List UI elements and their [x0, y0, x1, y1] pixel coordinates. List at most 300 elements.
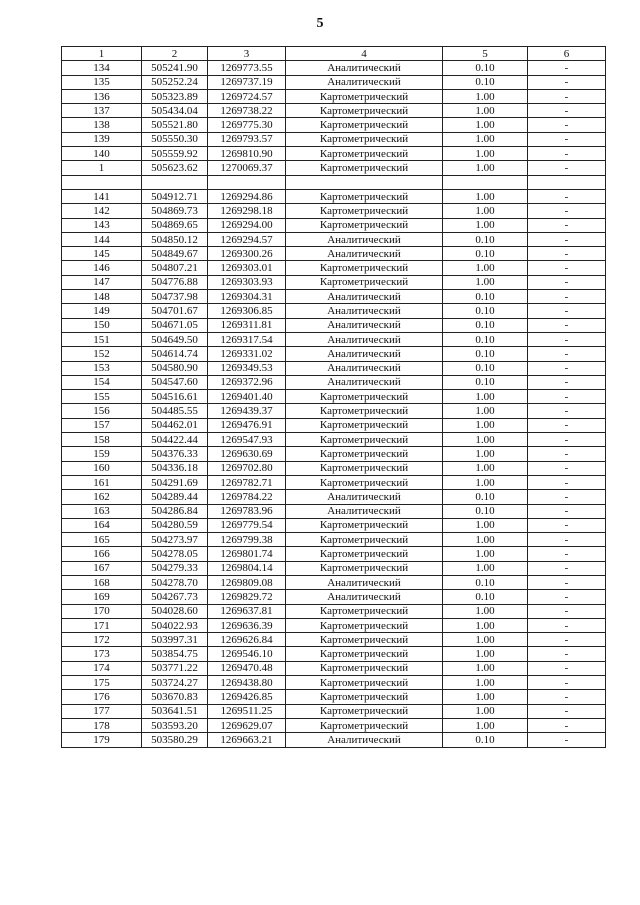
table-cell: Картометрический: [286, 633, 443, 647]
table-cell: -: [528, 104, 606, 118]
table-cell: 1.00: [443, 189, 528, 203]
table-cell: 504485.55: [142, 404, 208, 418]
table-row: [62, 647, 606, 661]
table-cell: Аналитический: [286, 290, 443, 304]
table-row: [62, 347, 606, 361]
table-cell: Картометрический: [286, 418, 443, 432]
table-cell: 0.10: [443, 61, 528, 75]
table-row: [62, 704, 606, 718]
table-row: [62, 504, 606, 518]
table-cell: 1269637.81: [208, 604, 286, 618]
table-cell: Аналитический: [286, 232, 443, 246]
table-cell: -: [528, 447, 606, 461]
empty-cell: [142, 175, 208, 189]
table-cell: Картометрический: [286, 704, 443, 718]
table-cell: Аналитический: [286, 733, 443, 747]
table-cell: -: [528, 247, 606, 261]
table-cell: Картометрический: [286, 104, 443, 118]
table-cell: 504580.90: [142, 361, 208, 375]
table-row: [62, 561, 606, 575]
table-cell: 160: [62, 461, 142, 475]
table-cell: 1.00: [443, 661, 528, 675]
table-cell: 1.00: [443, 275, 528, 289]
table-cell: 173: [62, 647, 142, 661]
table-cell: 0.10: [443, 247, 528, 261]
table-cell: 1.00: [443, 618, 528, 632]
table-cell: 142: [62, 204, 142, 218]
table-cell: 1.00: [443, 676, 528, 690]
table-row: [62, 132, 606, 146]
table-cell: 1269783.96: [208, 504, 286, 518]
empty-cell: [528, 175, 606, 189]
table-cell: 504776.88: [142, 275, 208, 289]
table-cell: 134: [62, 61, 142, 75]
table-row: [62, 89, 606, 103]
table-cell: 174: [62, 661, 142, 675]
table-cell: 162: [62, 490, 142, 504]
table-cell: 168: [62, 575, 142, 589]
table-row: [62, 332, 606, 346]
table-cell: 1269626.84: [208, 633, 286, 647]
table-cell: 504278.05: [142, 547, 208, 561]
table-cell: Картометрический: [286, 390, 443, 404]
table-cell: 1.00: [443, 561, 528, 575]
table-cell: 1.00: [443, 104, 528, 118]
table-cell: 504849.67: [142, 247, 208, 261]
table-cell: 1269438.80: [208, 676, 286, 690]
table-cell: 148: [62, 290, 142, 304]
table-row: [62, 676, 606, 690]
table-cell: 1269511.25: [208, 704, 286, 718]
table-cell: 1269724.57: [208, 89, 286, 103]
table-cell: 1269630.69: [208, 447, 286, 461]
table-cell: 1269804.14: [208, 561, 286, 575]
table-cell: 504280.59: [142, 518, 208, 532]
header-cell: 5: [443, 47, 528, 61]
table-row: [62, 275, 606, 289]
table-cell: -: [528, 533, 606, 547]
table-cell: 1: [62, 161, 142, 175]
table-row: [62, 490, 606, 504]
table-cell: 1269784.22: [208, 490, 286, 504]
table-cell: 0.10: [443, 75, 528, 89]
table-cell: -: [528, 290, 606, 304]
table-cell: 0.10: [443, 575, 528, 589]
table-cell: Аналитический: [286, 375, 443, 389]
table-cell: 135: [62, 75, 142, 89]
table-cell: 1269810.90: [208, 147, 286, 161]
table-cell: 0.10: [443, 347, 528, 361]
table-cell: -: [528, 475, 606, 489]
table-cell: 1269779.54: [208, 518, 286, 532]
table-row: [62, 261, 606, 275]
table-row: [62, 461, 606, 475]
table-cell: -: [528, 161, 606, 175]
table-cell: 1.00: [443, 647, 528, 661]
table-cell: Аналитический: [286, 61, 443, 75]
table-cell: 1.00: [443, 518, 528, 532]
table-cell: -: [528, 418, 606, 432]
table-cell: -: [528, 189, 606, 203]
table-cell: 504912.71: [142, 189, 208, 203]
table-cell: 152: [62, 347, 142, 361]
table-cell: 170: [62, 604, 142, 618]
table-cell: 1.00: [443, 89, 528, 103]
table-cell: 504273.97: [142, 533, 208, 547]
table-cell: 1.00: [443, 418, 528, 432]
table-cell: Аналитический: [286, 332, 443, 346]
table-cell: Картометрический: [286, 661, 443, 675]
table-row: [62, 404, 606, 418]
table-cell: -: [528, 404, 606, 418]
table-row: [62, 433, 606, 447]
table-cell: 139: [62, 132, 142, 146]
table-cell: 503593.20: [142, 718, 208, 732]
table-cell: -: [528, 147, 606, 161]
table-cell: 505434.04: [142, 104, 208, 118]
table-header: [62, 47, 606, 61]
table-cell: Картометрический: [286, 118, 443, 132]
table-cell: 503641.51: [142, 704, 208, 718]
table-cell: 141: [62, 189, 142, 203]
table-cell: 155: [62, 390, 142, 404]
table-cell: 140: [62, 147, 142, 161]
table-cell: 1.00: [443, 218, 528, 232]
table-cell: -: [528, 633, 606, 647]
table-cell: 171: [62, 618, 142, 632]
table-cell: Аналитический: [286, 490, 443, 504]
table-cell: 1.00: [443, 533, 528, 547]
header-cell: 4: [286, 47, 443, 61]
table-cell: 505241.90: [142, 61, 208, 75]
table-cell: Аналитический: [286, 247, 443, 261]
table-cell: 1.00: [443, 690, 528, 704]
coordinates-table: [61, 46, 606, 748]
table-cell: 175: [62, 676, 142, 690]
table-cell: -: [528, 504, 606, 518]
table-cell: 0.10: [443, 590, 528, 604]
table-cell: Аналитический: [286, 575, 443, 589]
table-cell: 169: [62, 590, 142, 604]
table-cell: -: [528, 375, 606, 389]
table-cell: 505252.24: [142, 75, 208, 89]
table-cell: -: [528, 218, 606, 232]
table-cell: 0.10: [443, 332, 528, 346]
table-cell: -: [528, 461, 606, 475]
table-cell: Картометрический: [286, 475, 443, 489]
table-cell: -: [528, 590, 606, 604]
table-cell: 1.00: [443, 390, 528, 404]
table-cell: 164: [62, 518, 142, 532]
table-cell: Картометрический: [286, 461, 443, 475]
table-cell: 150: [62, 318, 142, 332]
table-row: [62, 61, 606, 75]
table-cell: 504869.73: [142, 204, 208, 218]
table-cell: 504462.01: [142, 418, 208, 432]
table-cell: -: [528, 390, 606, 404]
table-cell: 1269738.22: [208, 104, 286, 118]
table-cell: 1269401.40: [208, 390, 286, 404]
table-cell: 1269306.85: [208, 304, 286, 318]
table-row: [62, 375, 606, 389]
table-cell: Картометрический: [286, 618, 443, 632]
table-cell: -: [528, 647, 606, 661]
table-cell: 0.10: [443, 361, 528, 375]
table-cell: 1269773.55: [208, 61, 286, 75]
table-row: [62, 661, 606, 675]
table-cell: 1269775.30: [208, 118, 286, 132]
table-cell: 1269294.86: [208, 189, 286, 203]
table-cell: -: [528, 118, 606, 132]
table-cell: 1.00: [443, 161, 528, 175]
table-cell: 138: [62, 118, 142, 132]
table-cell: 1269426.85: [208, 690, 286, 704]
table-row: [62, 161, 606, 175]
table-cell: -: [528, 89, 606, 103]
table-row: [62, 447, 606, 461]
table-cell: 1269546.10: [208, 647, 286, 661]
table-body: [62, 61, 606, 747]
table-cell: 1.00: [443, 547, 528, 561]
table-cell: 1.00: [443, 147, 528, 161]
table-cell: -: [528, 204, 606, 218]
table-cell: 1269636.39: [208, 618, 286, 632]
table-cell: -: [528, 490, 606, 504]
table-cell: 151: [62, 332, 142, 346]
table-cell: 504291.69: [142, 475, 208, 489]
table-cell: 1269809.08: [208, 575, 286, 589]
table-cell: -: [528, 518, 606, 532]
table-cell: 157: [62, 418, 142, 432]
table-cell: Картометрический: [286, 161, 443, 175]
table-cell: Картометрический: [286, 89, 443, 103]
table-row: [62, 604, 606, 618]
table-cell: 504516.61: [142, 390, 208, 404]
table-cell: -: [528, 704, 606, 718]
table-cell: 1269294.00: [208, 218, 286, 232]
table-cell: -: [528, 361, 606, 375]
table-cell: 1269737.19: [208, 75, 286, 89]
table-cell: 504278.70: [142, 575, 208, 589]
table-cell: 504022.93: [142, 618, 208, 632]
table-cell: -: [528, 690, 606, 704]
table-cell: -: [528, 275, 606, 289]
table-cell: 1270069.37: [208, 161, 286, 175]
table-cell: 1269470.48: [208, 661, 286, 675]
table-cell: 1269829.72: [208, 590, 286, 604]
table-cell: 504289.44: [142, 490, 208, 504]
table-cell: 503854.75: [142, 647, 208, 661]
table-cell: 1269311.81: [208, 318, 286, 332]
table-cell: 1.00: [443, 404, 528, 418]
table-cell: 1.00: [443, 261, 528, 275]
table-cell: Картометрический: [286, 547, 443, 561]
table-cell: 504336.18: [142, 461, 208, 475]
table-cell: Аналитический: [286, 347, 443, 361]
table-row: [62, 147, 606, 161]
table-cell: 154: [62, 375, 142, 389]
table-row: [62, 575, 606, 589]
table-row: [62, 690, 606, 704]
table-cell: 504376.33: [142, 447, 208, 461]
table-cell: 504028.60: [142, 604, 208, 618]
table-cell: 179: [62, 733, 142, 747]
table-cell: 1269304.31: [208, 290, 286, 304]
table-cell: 1269793.57: [208, 132, 286, 146]
table-cell: Аналитический: [286, 590, 443, 604]
table-row: [62, 733, 606, 747]
table-cell: 136: [62, 89, 142, 103]
table-cell: Аналитический: [286, 361, 443, 375]
table-cell: 153: [62, 361, 142, 375]
table-cell: 1.00: [443, 475, 528, 489]
table-cell: 172: [62, 633, 142, 647]
table-cell: 504614.74: [142, 347, 208, 361]
table-cell: 1.00: [443, 132, 528, 146]
table-cell: -: [528, 132, 606, 146]
table-cell: Аналитический: [286, 504, 443, 518]
table-cell: 1269372.96: [208, 375, 286, 389]
header-row: [62, 47, 606, 61]
table-cell: -: [528, 604, 606, 618]
table-row: [62, 232, 606, 246]
table-cell: 1269317.54: [208, 332, 286, 346]
table-cell: Картометрический: [286, 404, 443, 418]
table-cell: -: [528, 75, 606, 89]
table-cell: 504267.73: [142, 590, 208, 604]
table-cell: -: [528, 61, 606, 75]
table-cell: 504286.84: [142, 504, 208, 518]
table-row: [62, 218, 606, 232]
table-row: [62, 533, 606, 547]
table-cell: 0.10: [443, 504, 528, 518]
table-row: [62, 718, 606, 732]
table-cell: 0.10: [443, 304, 528, 318]
page-number: 5: [316, 16, 324, 31]
table-cell: Аналитический: [286, 75, 443, 89]
table-cell: 1269782.71: [208, 475, 286, 489]
table-cell: Картометрический: [286, 718, 443, 732]
table-cell: 0.10: [443, 490, 528, 504]
table-cell: 503670.83: [142, 690, 208, 704]
table-cell: 1.00: [443, 604, 528, 618]
table-cell: Аналитический: [286, 304, 443, 318]
table-cell: -: [528, 561, 606, 575]
table-cell: 503580.29: [142, 733, 208, 747]
table-cell: -: [528, 347, 606, 361]
table-cell: 143: [62, 218, 142, 232]
table-cell: 504422.44: [142, 433, 208, 447]
table-cell: -: [528, 575, 606, 589]
table-cell: 0.10: [443, 232, 528, 246]
table-cell: 503724.27: [142, 676, 208, 690]
table-cell: 144: [62, 232, 142, 246]
table-cell: -: [528, 661, 606, 675]
table-cell: Аналитический: [286, 318, 443, 332]
table-row: [62, 75, 606, 89]
table-cell: Картометрический: [286, 218, 443, 232]
table-cell: 504279.33: [142, 561, 208, 575]
table-cell: 505323.89: [142, 89, 208, 103]
header-cell: 3: [208, 47, 286, 61]
empty-cell: [62, 175, 142, 189]
table-cell: -: [528, 547, 606, 561]
table-cell: -: [528, 433, 606, 447]
table-cell: 147: [62, 275, 142, 289]
table-cell: -: [528, 618, 606, 632]
table-cell: Картометрический: [286, 647, 443, 661]
table-cell: 503997.31: [142, 633, 208, 647]
table-cell: 1269663.21: [208, 733, 286, 747]
table-cell: 1269303.93: [208, 275, 286, 289]
table-cell: -: [528, 676, 606, 690]
table-cell: 504671.05: [142, 318, 208, 332]
table-cell: 137: [62, 104, 142, 118]
table-cell: 1269439.37: [208, 404, 286, 418]
table-cell: 1.00: [443, 718, 528, 732]
table-cell: 1.00: [443, 433, 528, 447]
table-row: [62, 104, 606, 118]
table-cell: Картометрический: [286, 533, 443, 547]
table-row: [62, 618, 606, 632]
table-cell: 156: [62, 404, 142, 418]
table-cell: 0.10: [443, 318, 528, 332]
table-cell: 504547.60: [142, 375, 208, 389]
table-row: [62, 547, 606, 561]
table-cell: Картометрический: [286, 433, 443, 447]
table-cell: 178: [62, 718, 142, 732]
table-cell: 176: [62, 690, 142, 704]
table-cell: 159: [62, 447, 142, 461]
table-cell: 505623.62: [142, 161, 208, 175]
table-cell: 158: [62, 433, 142, 447]
table-cell: 177: [62, 704, 142, 718]
table-cell: 505559.92: [142, 147, 208, 161]
table-cell: 505521.80: [142, 118, 208, 132]
table-cell: 504850.12: [142, 232, 208, 246]
table-cell: -: [528, 304, 606, 318]
table-cell: 504737.98: [142, 290, 208, 304]
separator-row: [62, 175, 606, 189]
table-cell: 1.00: [443, 204, 528, 218]
table-cell: 161: [62, 475, 142, 489]
table-cell: 1269799.38: [208, 533, 286, 547]
table-row: [62, 247, 606, 261]
table-cell: 1269629.07: [208, 718, 286, 732]
table-cell: Картометрический: [286, 676, 443, 690]
table-cell: Картометрический: [286, 261, 443, 275]
table-cell: 146: [62, 261, 142, 275]
empty-cell: [208, 175, 286, 189]
table-cell: Картометрический: [286, 189, 443, 203]
table-cell: -: [528, 318, 606, 332]
table-cell: Картометрический: [286, 604, 443, 618]
table-cell: -: [528, 733, 606, 747]
table-row: [62, 390, 606, 404]
table-row: [62, 204, 606, 218]
table-cell: 166: [62, 547, 142, 561]
table-cell: Картометрический: [286, 447, 443, 461]
table-row: [62, 189, 606, 203]
table-row: [62, 475, 606, 489]
table-cell: 504807.21: [142, 261, 208, 275]
table-cell: 0.10: [443, 733, 528, 747]
table-cell: 1269331.02: [208, 347, 286, 361]
table-cell: 1.00: [443, 118, 528, 132]
header-cell: 1: [62, 47, 142, 61]
table-cell: 1.00: [443, 704, 528, 718]
table-row: [62, 361, 606, 375]
